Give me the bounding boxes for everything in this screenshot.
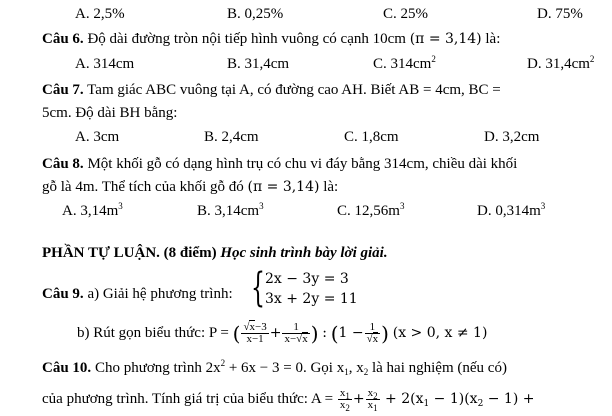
q9-equation-2: 3x + 2y = 11 <box>265 291 358 307</box>
q6-option-d-exp: 2 <box>589 54 595 64</box>
q8-option-b-exp: 3 <box>259 201 264 211</box>
q6-tail: là: <box>481 31 501 47</box>
q8-text2a: gỗ là 4m. Thể tích của khối gỗ đó <box>42 179 248 195</box>
q9-label: Câu 9. <box>42 286 84 302</box>
q6-option-c-exp: 2 <box>431 54 436 64</box>
q10-text1: Cho phương trình 2x <box>91 360 221 376</box>
q6-pi: (π = 3,14) <box>409 31 482 47</box>
q6-option-a: A. 314cm <box>75 56 135 72</box>
q9a-text: a) Giải hệ phương trình: <box>83 286 233 302</box>
q7-option-a: A. 3cm <box>75 129 120 145</box>
q10-question-line2: của phương trình. Tính giá trị của biểu thức: A = $\frac{x_1}{x_2}$ + $\frac{x_2}{x_1}$ + $2(x_1 - 1)(x_2 - 1)$ + <box>42 387 535 413</box>
q8-option-b-text: B. 3,14cm <box>197 203 260 219</box>
q7-label: Câu 7. <box>42 82 84 98</box>
q10-tail2: − 1)(x <box>429 390 478 407</box>
part-title: PHẦN TỰ LUẬN. (8 điểm) <box>42 245 221 261</box>
q10-label: Câu 10. <box>42 360 92 376</box>
q6-label: Câu 6. <box>42 31 84 47</box>
frac-x1-x2: $\frac{x_1}{x_2}$ <box>339 387 350 413</box>
q6-text: Độ dài đường tròn nội tiếp hình vuông có cạnh 10cm <box>83 31 410 47</box>
system-brace: { <box>251 265 265 311</box>
q9b-question: b) Rút gọn biểu thức: P = ( $\frac{√x-3}{x-1}$ + $\frac{1}{x-√x}$ ) : (1 − $\frac{1}{√x}$ ) (x > 0, x ≠ 1) <box>77 321 488 346</box>
frac-2: $\frac{1}{x-√x}$ <box>284 321 308 345</box>
q10-tail: + 2(x <box>380 390 424 407</box>
q5-option-a: A. 2,5% <box>75 6 125 22</box>
q6-option-d <box>527 55 594 73</box>
frac-1: $\frac{√x-3}{x-1}$ <box>243 321 267 345</box>
q6-option-c-text: C. 314cm <box>373 56 432 72</box>
q8-option-d-exp: 3 <box>540 201 546 211</box>
q7-question-line2: 5cm. Độ dài BH bằng: <box>42 105 178 121</box>
q10-text1b: + 6x − 3 = 0. Gọi x <box>225 360 345 376</box>
q8-option-c <box>337 202 404 220</box>
q10-text1d: là hai nghiệm (nếu có) <box>368 360 507 376</box>
paren-close-2: ) <box>381 321 389 346</box>
q10-text2: của phương trình. Tính giá trị của biểu thức: A = <box>42 390 334 407</box>
q5-option-c: C. 25% <box>383 6 428 22</box>
part-heading <box>42 244 388 262</box>
q10-text1c: , x <box>348 360 364 376</box>
q8-question-line2 <box>42 178 338 196</box>
frac-3: $\frac{1}{√x}$ <box>366 321 379 345</box>
paren-close: ) <box>310 321 319 346</box>
q8-text2b: là: <box>319 179 339 195</box>
q8-question-line1 <box>42 155 517 173</box>
frac-x2-x1: $\frac{x_2}{x_1}$ <box>367 387 378 413</box>
q8-option-c-exp: 3 <box>399 201 405 211</box>
q6-question <box>42 30 500 48</box>
q10-tail3: − 1) + <box>483 390 535 407</box>
part-subtitle: Học sinh trình bày lời giải. <box>220 245 388 261</box>
q7-option-b: B. 2,4cm <box>204 129 259 145</box>
q6-option-c <box>373 55 436 73</box>
q9b-condition: (x > 0, x ≠ 1) <box>392 324 488 341</box>
q10-question-line1: Câu 10. Cho phương trình $2x^2 + 6x - 3 = 0$. Gọi $x_1$, $x_2$ là hai nghiệm (nếu có) <box>42 358 507 377</box>
q6-option-b: B. 31,4cm <box>227 56 290 72</box>
q7-option-c: C. 1,8cm <box>344 129 399 145</box>
paren-open: ( <box>232 321 241 346</box>
q9-equation-1: 2x − 3y = 3 <box>265 271 349 287</box>
q8-option-a-text: A. 3,14m <box>62 203 119 219</box>
q7-option-d: D. 3,2cm <box>484 129 540 145</box>
q8-option-a <box>62 202 123 220</box>
q7-text1: Tam giác ABC vuông tại A, có đường cao AH. Biết AB = 4cm, BC = <box>83 82 501 98</box>
q8-option-d <box>477 202 545 220</box>
q5-option-b: B. 0,25% <box>227 6 284 22</box>
q8-text1: Một khối gỗ có dạng hình trụ có chu vi đáy bằng 314cm, chiều dài khối <box>83 156 518 172</box>
q8-option-b <box>197 202 264 220</box>
q8-pi: (π = 3,14) <box>247 179 320 195</box>
q8-option-a-exp: 3 <box>118 201 123 211</box>
paren-open-2: ( <box>330 321 339 346</box>
q9b-text: b) Rút gọn biểu thức: P = <box>77 324 229 341</box>
q6-option-d-text: D. 31,4cm <box>527 56 590 72</box>
q5-option-d: D. 75% <box>537 6 583 22</box>
q8-label: Câu 8. <box>42 156 84 172</box>
q9a-question <box>42 285 233 303</box>
q8-option-d-text: D. 0,314m <box>477 203 541 219</box>
q7-question-line1 <box>42 81 501 99</box>
q8-option-c-text: C. 12,56m <box>337 203 400 219</box>
